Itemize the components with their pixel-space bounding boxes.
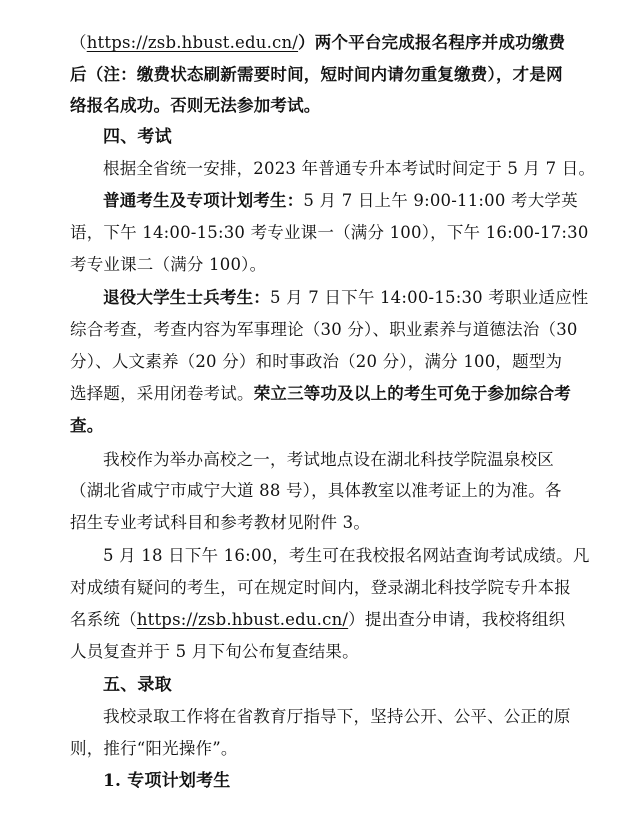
registration-url-link[interactable]: https://zsb.hbust.edu.cn/ <box>86 33 299 52</box>
intro-open-paren: （ <box>70 33 87 52</box>
result-line-1: 5 月 18 日下午 16:00，考生可在我校报名网站查询考试成绩。凡 <box>103 546 590 565</box>
regular-candidates-label: 普通考生及专项计划考生： <box>103 191 304 210</box>
veteran-line-3: 分）、人文素养（20 分）和时事政治（20 分），满分 100，题型为 <box>70 352 563 371</box>
result-line-4: 人员复查并于 5 月下旬公布复查结果。 <box>70 642 359 661</box>
venue-line-1: 我校作为举办高校之一，考试地点设在湖北科技学院温泉校区 <box>103 450 554 469</box>
payment-note: 缴费状态刷新需要时间，短时间内请勿重复缴费 <box>136 65 488 84</box>
intro-bold-text: ）两个平台完成报名程序并成功缴费 <box>298 33 566 52</box>
venue-line-2: （湖北省咸宁市咸宁大道 88 号），具体教室以准考证上的为准。各 <box>70 481 562 500</box>
regular-line-1: 普通考生及专项计划考生：5 月 7 日上午 9:00-11:00 考大学英 <box>103 191 578 210</box>
regular-line-3: 考专业课二（满分 100）。 <box>70 255 267 274</box>
veteran-line-4: 选择题，采用闭卷考试。荣立三等功及以上的考生可免于参加综合考 <box>70 384 572 403</box>
intro-line-3: 络报名成功。否则无法参加考试。 <box>70 96 321 115</box>
section-heading-exam: 四、考试 <box>103 127 172 147</box>
veteran-line-2: 综合考查，考查内容为军事理论（30 分）、职业素养与道德法治（30 <box>70 320 578 339</box>
result-line-3: 名系统（https://zsb.hbust.edu.cn/）提出查分申请，我校将组织 <box>70 610 566 629</box>
exam-date-paragraph: 根据全省统一安排，2023 年普通专升本考试时间定于 5 月 7 日。 <box>103 159 596 178</box>
admission-line-1: 我校录取工作将在省教育厅指导下，坚持公开、公平、公正的原 <box>103 707 571 726</box>
intro-line-1 <box>70 33 565 53</box>
venue-line-3: 招生专业考试科目和参考教材见附件 3。 <box>70 513 371 532</box>
section-heading-admission: 五、录取 <box>103 675 172 695</box>
regular-line-2: 语，下午 14:00-15:30 考专业课一（满分 100），下午 16:00-17:30 <box>70 223 589 242</box>
score-query-url-link[interactable]: https://zsb.hbust.edu.cn/ <box>136 610 349 629</box>
veteran-line-1: 退役大学生士兵考生：5 月 7 日下午 14:00-15:30 考职业适应性 <box>103 288 589 307</box>
admission-line-2: 则，推行“阳光操作”。 <box>70 739 238 758</box>
intro-line-2: 后（注：缴费状态刷新需要时间，短时间内请勿重复缴费），才是网 <box>70 65 563 84</box>
veteran-candidates-label: 退役大学生士兵考生： <box>103 288 270 307</box>
veteran-line-5: 查。 <box>70 416 104 435</box>
subheading-special-plan: 1. 专项计划考生 <box>103 771 231 791</box>
exemption-note: 荣立三等功及以上的考生可免于参加综合考 <box>253 384 572 403</box>
result-line-2: 对成绩有疑问的考生，可在规定时间内，登录湖北科技学院专升本报 <box>70 578 571 597</box>
